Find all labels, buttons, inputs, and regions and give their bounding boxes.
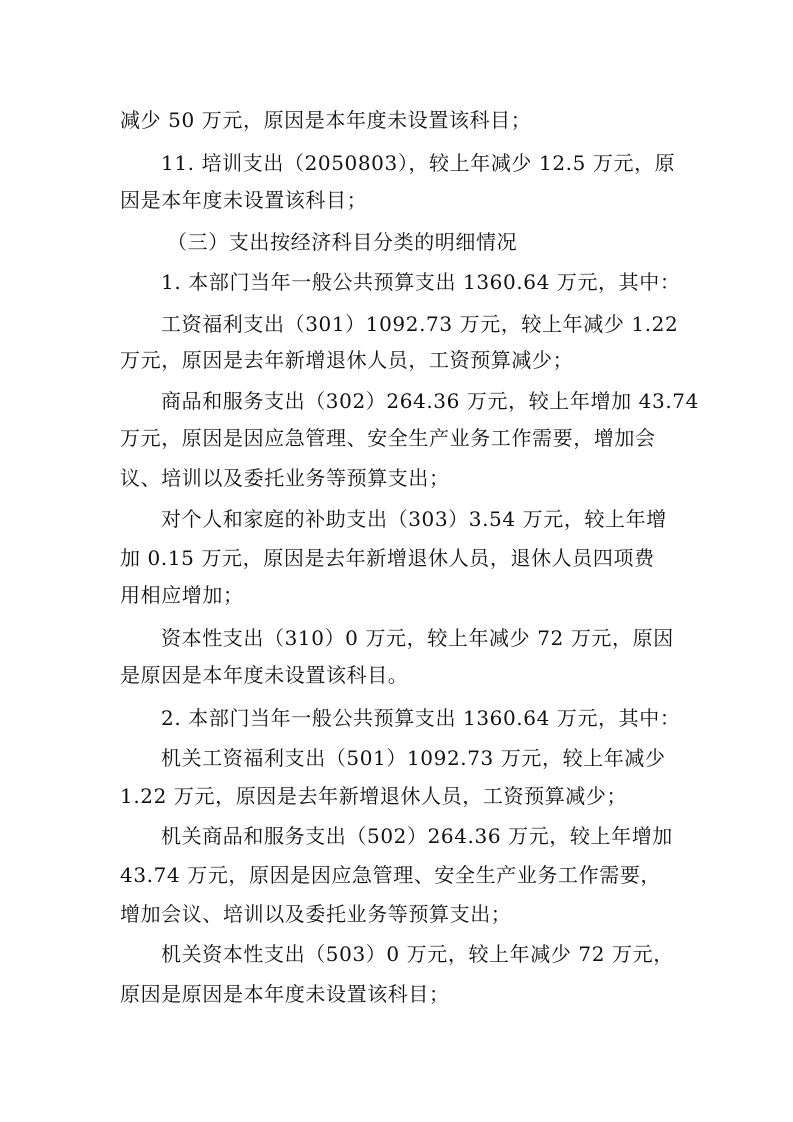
paragraph-line: 1.22 万元，原因是去年新增退休人员，工资预算减少； — [120, 784, 628, 808]
paragraph-line: 万元，原因是因应急管理、安全生产业务工作需要，增加会 — [120, 426, 656, 450]
paragraph-line: 加 0.15 万元，原因是去年新增退休人员，退休人员四项费 — [120, 546, 655, 570]
paragraph-line: 原因是原因是本年度未设置该科目； — [120, 982, 450, 1006]
paragraph-line: 机关资本性支出（503）0 万元，较上年减少 72 万元， — [161, 942, 674, 966]
paragraph-line: 对个人和家庭的补助支出（303）3.54 万元，较上年增 — [161, 507, 667, 531]
paragraph-line: 43.74 万元，原因是因应急管理、安全生产业务工作需要， — [120, 863, 662, 887]
paragraph-line: 工资福利支出（301）1092.73 万元，较上年减少 1.22 — [161, 312, 679, 336]
paragraph-line: 11. 培训支出（2050803），较上年减少 12.5 万元，原 — [161, 151, 676, 175]
paragraph-line: 资本性支出（310）0 万元，较上年减少 72 万元，原因 — [161, 626, 674, 650]
paragraph-line: 1. 本部门当年一般公共预算支出 1360.64 万元，其中： — [161, 270, 681, 294]
paragraph-line: 用相应增加； — [120, 583, 244, 607]
paragraph-line: 增加会议、培训以及委托业务等预算支出； — [120, 902, 512, 926]
paragraph-line: 商品和服务支出（302）264.36 万元，较上年增加 43.74 — [161, 389, 699, 413]
paragraph-line: 因是本年度未设置该科目； — [120, 188, 368, 212]
paragraph-line: 减少 50 万元，原因是本年度未设置该科目； — [120, 108, 532, 132]
section-heading: （三）支出按经济科目分类的明细情况 — [167, 230, 518, 254]
paragraph-line: 机关工资福利支出（501）1092.73 万元，较上年减少 — [161, 746, 666, 770]
paragraph-line: 万元，原因是去年新增退休人员，工资预算减少； — [120, 348, 574, 372]
paragraph-line: 是原因是本年度未设置该科目。 — [120, 663, 409, 687]
paragraph-line: 2. 本部门当年一般公共预算支出 1360.64 万元，其中： — [161, 706, 681, 730]
paragraph-line: 议、培训以及委托业务等预算支出； — [120, 466, 450, 490]
paragraph-line: 机关商品和服务支出（502）264.36 万元，较上年增加 — [161, 824, 673, 848]
